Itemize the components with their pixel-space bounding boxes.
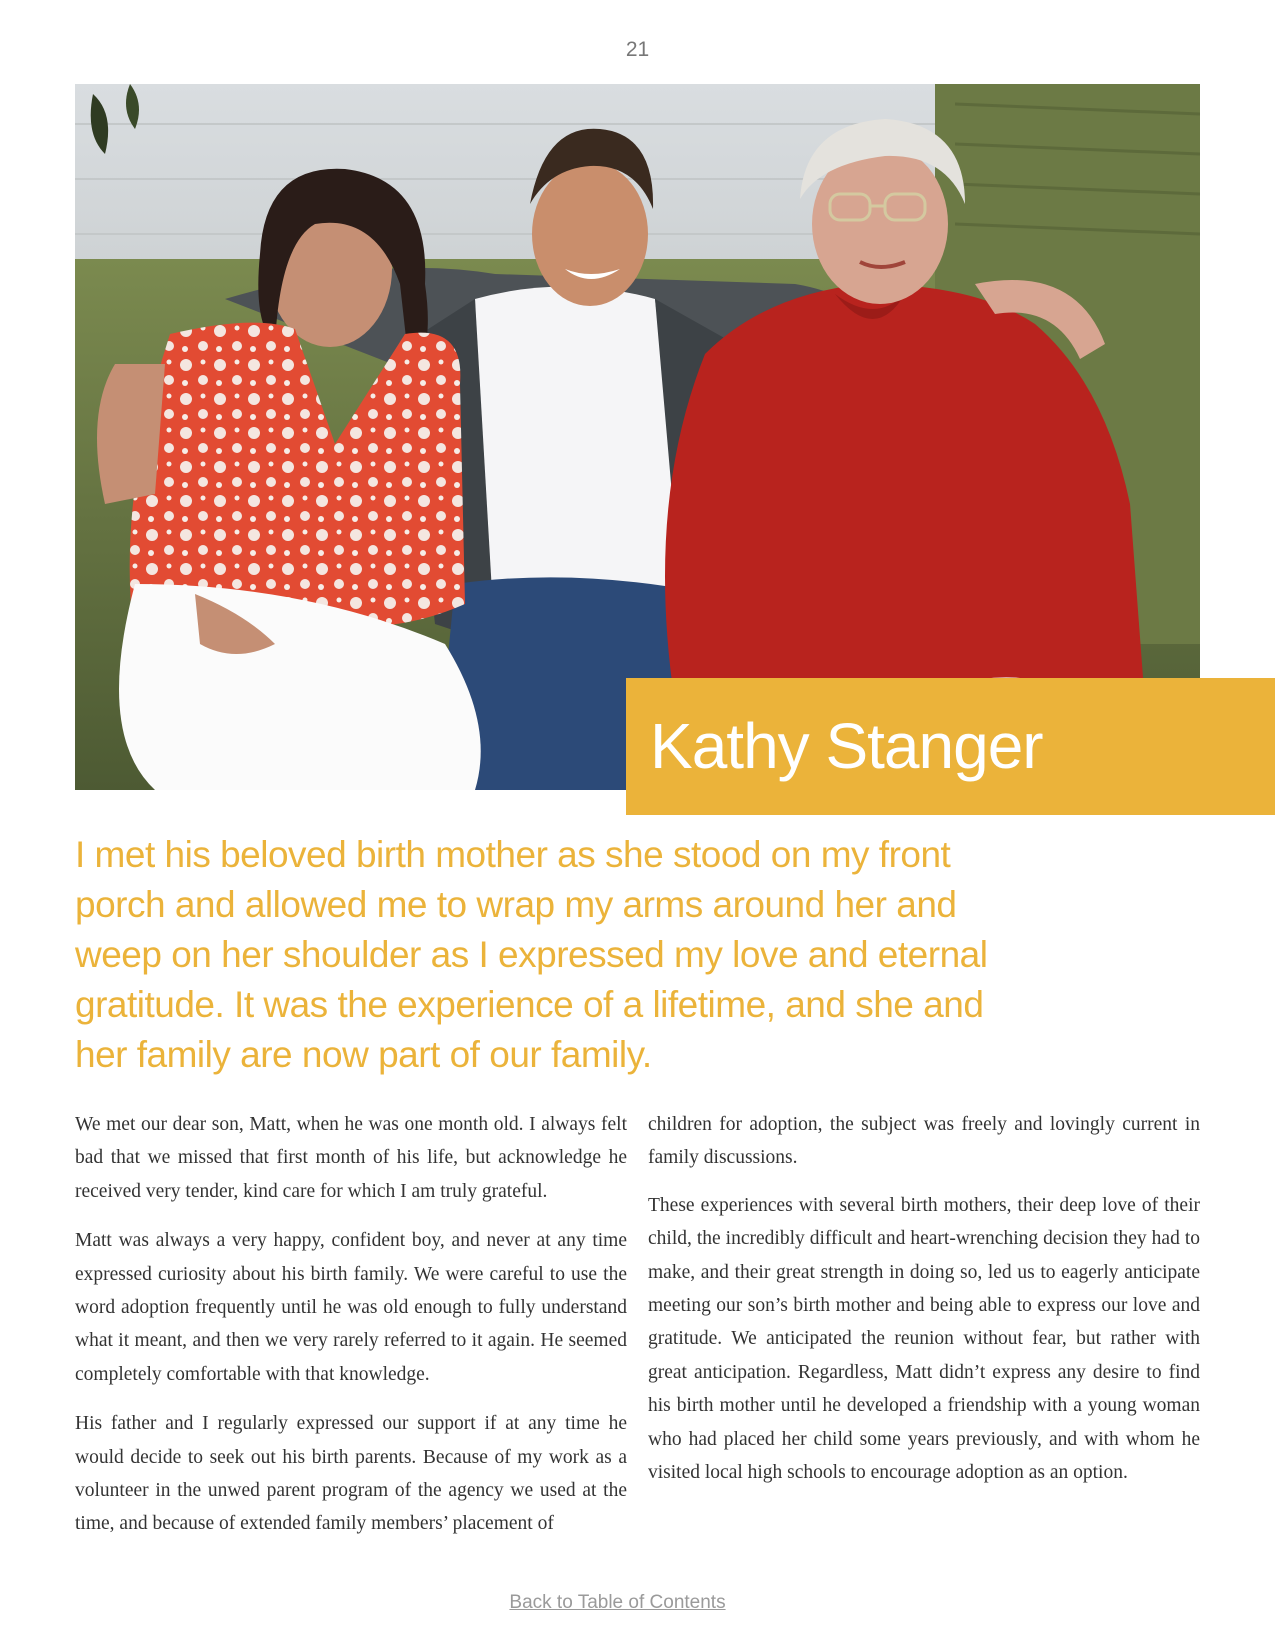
paragraph: These experiences with several birth mothers, their deep love of their child, the incredibly difficult and heart-wrenching decision they had to make, and their great strength in doing so, led us to eagerly anticipate meeting our son’s birth mother and being able to express our love and gratitude. We anticipated the reunion without fear, but rather with great anticipation. Regardless, Matt didn’t express any desire to find his birth mother until he developed a friendship with a young woman who had placed her child some years previously, and with whom he visited local high schools to encourage adoption as an option.: [648, 1194, 1200, 1484]
paragraph: His father and I regularly expressed our support if at any time he would decide to seek out his birth parents. Because of my work as a volunteer in the unwed parent program of the agency we used at the time, and because of extended family members’ placement of: [75, 1413, 627, 1535]
right-column: [648, 1108, 1200, 1557]
pull-quote: I met his beloved birth mother as she stood on my front porch and allowed me to wrap my arms around her and weep on her shoulder as I expressed my love and eternal gratitude. It was the experience of a lifetime, and she and her family are now part of our family.: [75, 834, 988, 1075]
body-columns: [75, 1108, 1200, 1557]
author-name: Kathy Stanger: [650, 710, 1043, 782]
left-column: [75, 1108, 627, 1557]
page-number: 21: [625, 38, 650, 61]
paragraph: children for adoption, the subject was freely and lovingly current in family discussions.: [648, 1114, 1200, 1169]
paragraph: We met our dear son, Matt, when he was one month old. I always felt bad that we missed that first month of his life, but acknowledge he received very tender, kind care for which I am truly grateful.: [75, 1114, 627, 1202]
paragraph: Matt was always a very happy, confident boy, and never at any time expressed curiosity about his birth family. We were careful to use the word adoption frequently until he was old enough to fully understand what it meant, and then we very rarely referred to it again. He seemed completely comfortable with that knowledge.: [75, 1230, 627, 1385]
back-to-toc-link[interactable]: Back to Table of Contents: [509, 1592, 726, 1613]
name-banner: [626, 678, 1275, 815]
